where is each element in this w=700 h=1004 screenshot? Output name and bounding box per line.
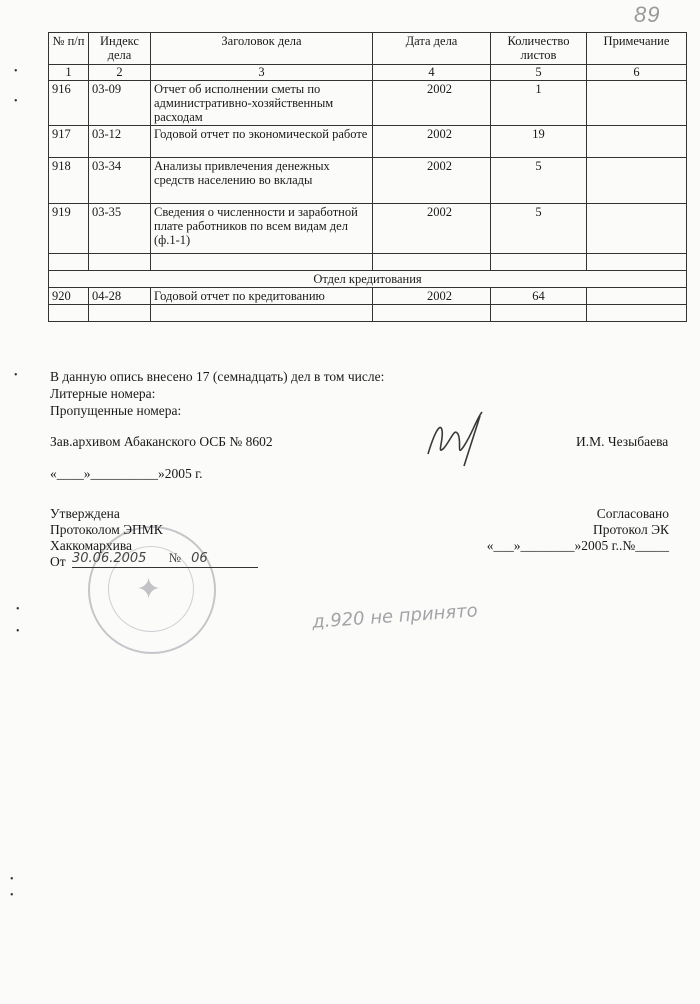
summary-missing-numbers: Пропущенные номера: (50, 403, 182, 418)
row-sheets: 5 (491, 158, 587, 204)
column-number: 5 (491, 65, 587, 81)
row-date: 2002 (373, 288, 491, 305)
agreement-date-line: «___»________»2005 г..№_____ (486, 538, 669, 553)
row-number: 918 (49, 158, 89, 204)
row-number: 916 (49, 81, 89, 126)
row-title: Годовой отчет по экономической работе (151, 126, 373, 158)
header-date: Дата дела (373, 33, 491, 65)
approval-number-label: № (168, 550, 181, 565)
column-number: 3 (151, 65, 373, 81)
agreement-protocol: Протокол ЭК (592, 522, 669, 537)
margin-mark: • (10, 874, 14, 885)
row-sheets: 1 (491, 81, 587, 126)
row-index: 03-09 (89, 81, 151, 126)
section-title: Отдел кредитования (49, 271, 687, 288)
signatory-name: И.М. Чезыбаева (576, 434, 669, 449)
empty-cell (373, 254, 491, 271)
column-number-row (49, 65, 687, 81)
row-index: 03-12 (89, 126, 151, 158)
row-sheets: 19 (491, 126, 587, 158)
row-index: 03-34 (89, 158, 151, 204)
section-row (49, 271, 687, 288)
empty-row (49, 254, 687, 271)
header-title: Заголовок дела (151, 33, 373, 65)
row-number: 920 (49, 288, 89, 305)
row-note (587, 204, 687, 254)
row-note (587, 126, 687, 158)
margin-mark: • (14, 370, 18, 381)
row-note (587, 158, 687, 204)
empty-cell (587, 254, 687, 271)
approval-label: Утверждена (50, 506, 120, 521)
summary-literal-numbers: Литерные номера: (50, 386, 156, 401)
row-date: 2002 (373, 204, 491, 254)
row-title: Сведения о численности и заработной плате работников по всем видам дел (ф.1-1) (151, 204, 373, 254)
row-title: Годовой отчет по кредитованию (151, 288, 373, 305)
header-note: Примечание (587, 33, 687, 65)
empty-cell (89, 254, 151, 271)
approval-date-prefix: От (50, 554, 66, 569)
row-number: 919 (49, 204, 89, 254)
empty-cell (151, 305, 373, 322)
row-title: Анализы привлечения денежных средств населению во вклады (151, 158, 373, 204)
margin-mark: • (10, 890, 14, 901)
approval-number-handwritten: 06 (191, 551, 208, 566)
header-number: № п/п (49, 33, 89, 65)
table-row (49, 158, 687, 204)
column-number: 1 (49, 65, 89, 81)
row-title: Отчет об исполнении сметы по административно-хозяйственным расходам (151, 81, 373, 126)
empty-cell (587, 305, 687, 322)
empty-cell (373, 305, 491, 322)
page-number: 89 (634, 2, 661, 27)
inventory-table (48, 32, 687, 322)
empty-cell (491, 305, 587, 322)
signature-date-line: «____»__________»2005 г. (50, 466, 203, 481)
row-sheets: 64 (491, 288, 587, 305)
margin-mark: • (16, 626, 20, 637)
margin-mark: • (16, 604, 20, 615)
row-index: 04-28 (89, 288, 151, 305)
table-row (49, 288, 687, 305)
summary-count: В данную опись внесено 17 (семнадцать) дел в том числе: (50, 369, 385, 384)
empty-cell (49, 254, 89, 271)
table-header-row (49, 33, 687, 65)
empty-cell (151, 254, 373, 271)
handwritten-note: д.920 не принято (311, 600, 479, 633)
empty-cell (491, 254, 587, 271)
table-row (49, 126, 687, 158)
row-date: 2002 (373, 81, 491, 126)
column-number: 4 (373, 65, 491, 81)
approval-date-handwritten: 30.06.2005 (72, 551, 147, 566)
row-index: 03-35 (89, 204, 151, 254)
row-note (587, 81, 687, 126)
empty-cell (49, 305, 89, 322)
table-row (49, 81, 687, 126)
header-sheets: Количество листов (491, 33, 587, 65)
signature-icon (420, 404, 496, 478)
row-note (587, 288, 687, 305)
empty-cell (89, 305, 151, 322)
header-index: Индекс дела (89, 33, 151, 65)
margin-mark: • (14, 96, 18, 107)
signatory-position: Зав.архивом Абаканского ОСБ № 8602 (50, 434, 273, 449)
column-number: 6 (587, 65, 687, 81)
row-sheets: 5 (491, 204, 587, 254)
row-date: 2002 (373, 158, 491, 204)
star-icon: ✦ (136, 572, 162, 607)
approval-date-field (72, 550, 258, 568)
table-row (49, 204, 687, 254)
row-date: 2002 (373, 126, 491, 158)
approval-archive: Хаккомархива (50, 538, 133, 553)
column-number: 2 (89, 65, 151, 81)
margin-mark: • (14, 66, 18, 77)
empty-row (49, 305, 687, 322)
approval-protocol: Протоколом ЭПМК (50, 522, 163, 537)
row-number: 917 (49, 126, 89, 158)
agreement-label: Согласовано (596, 506, 669, 521)
